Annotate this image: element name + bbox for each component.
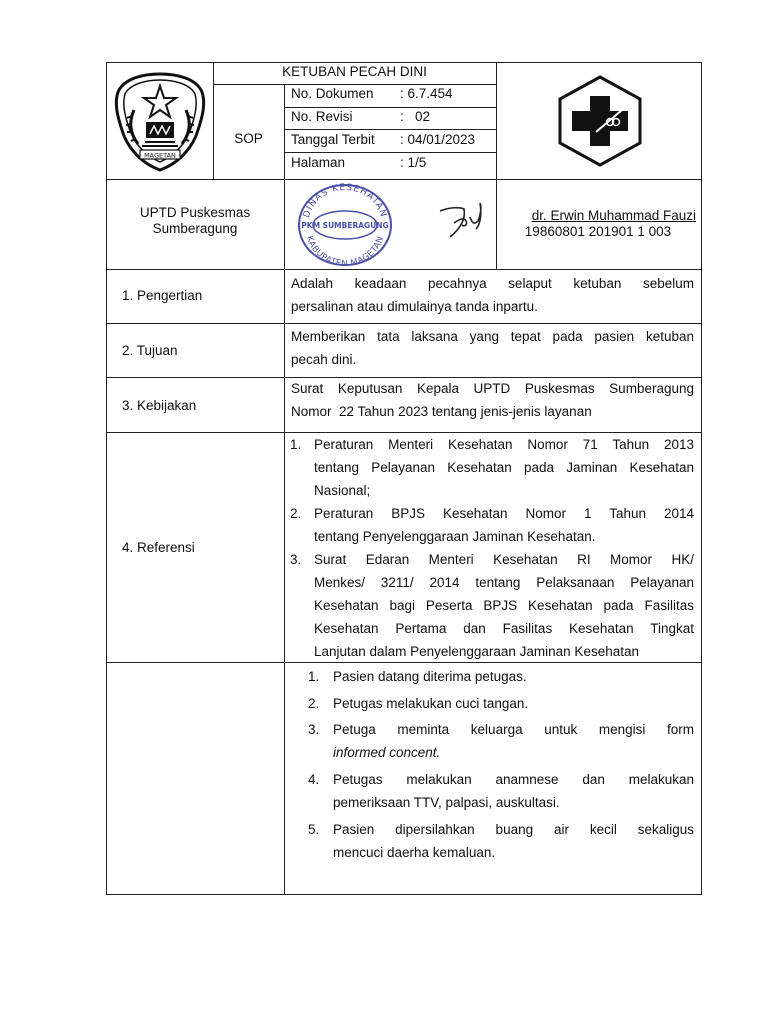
prosedur-item-number: 3. <box>308 722 320 737</box>
svg-text:DINAS KESEHATAN <box>302 183 388 219</box>
referensi-item-line: Nasional; <box>314 483 371 498</box>
pengertian-line-2: persalinan atau dimulainya tanda inpartu. <box>291 299 538 314</box>
signer-nip: 19860801 201901 1 003 <box>524 224 672 239</box>
revision-label: No. Revisi <box>291 109 353 124</box>
svg-text:KABUPATEN MAGETAN <box>304 235 386 268</box>
prosedur-item-line: Petugas melakukan cuci tangan. <box>333 696 529 711</box>
prosedur-item <box>308 665 694 688</box>
referensi-item-number: 2. <box>290 506 302 521</box>
referensi-item-line: Kesehatan Pertama dan Fasilitas Kesehatan Tingkat <box>314 621 694 636</box>
prosedur-item-number: 1. <box>308 669 320 684</box>
health-logo-icon <box>556 74 644 168</box>
signer-name: dr. Erwin Muhammad Fauzi <box>531 208 696 223</box>
stamp-center-text: PKM SUMBERAGUNG <box>301 221 389 230</box>
prosedur-item <box>308 718 694 764</box>
kebijakan-line-2: Nomor 22 Tahun 2023 tentang jenis-jenis layanan <box>291 404 592 419</box>
referensi-item-number: 3. <box>290 552 302 567</box>
prosedur-item-line: Petuga meminta keluarga untuk mengisi form <box>333 722 694 737</box>
handwritten-signature <box>420 195 500 245</box>
prosedur-item-line: Pasien datang diterima petugas. <box>333 669 527 684</box>
prosedur-item-line: Pasien dipersilahkan buang air kecil sekaligus <box>333 822 694 837</box>
pengertian-line-1: Adalah keadaan pecahnya selaput ketuban sebelum <box>291 276 694 291</box>
institution-line-1: UPTD Puskesmas <box>139 205 251 220</box>
prosedur-item-line: mencuci daerha kemaluan. <box>333 845 496 860</box>
institution-name <box>106 205 284 237</box>
referensi-item-line: Menkes/ 3211/ 2014 tentang Pelaksanaan Pelayanan <box>314 575 694 590</box>
tujuan-line-1: Memberikan tata laksana yang tepat pada pasien ketuban <box>291 329 694 344</box>
doc-number-value: : 6.7.454 <box>400 86 453 101</box>
official-stamp <box>296 182 394 268</box>
left-logo <box>112 70 208 174</box>
referensi-item-line: Peraturan BPJS Kesehatan Nomor 1 Tahun 2014 <box>314 506 694 521</box>
prosedur-item <box>308 768 694 814</box>
page-value: : 1/5 <box>400 155 427 170</box>
referensi-item-line: tentang Pelayanan Kesehatan pada Jaminan Kesehatan <box>314 460 694 475</box>
referensi-item <box>290 548 694 663</box>
tujuan-line-2: pecah dini. <box>291 352 357 367</box>
referensi-item <box>290 433 694 502</box>
referensi-item-line: Peraturan Menteri Kesehatan Nomor 71 Tahun 2013 <box>314 437 694 452</box>
issue-date-value: : 04/01/2023 <box>400 132 476 147</box>
kebijakan-text <box>291 377 694 423</box>
prosedur-item-number: 5. <box>308 822 320 837</box>
referensi-item-line: tentang Penyelenggaraan Jaminan Kesehatan. <box>314 529 596 544</box>
sop-label: SOP <box>234 131 263 146</box>
prosedur-item <box>308 818 694 864</box>
pengertian-text <box>291 272 694 318</box>
document-title: KETUBAN PECAH DINI <box>282 64 427 79</box>
kebijakan-line-1: Surat Keputusan Kepala UPTD Puskesmas Sumberagung <box>291 381 694 396</box>
referensi-label: 4. Referensi <box>122 540 195 555</box>
prosedur-item-line: informed concent. <box>333 745 441 760</box>
pengertian-label: 1. Pengertian <box>122 288 203 303</box>
issue-date-label: Tanggal Terbit <box>291 132 375 147</box>
stamp-bottom-text: KABUPATEN MAGETAN <box>303 234 387 268</box>
revision-value: : 02 <box>400 109 431 124</box>
referensi-item <box>290 502 694 548</box>
prosedur-item <box>308 692 694 715</box>
referensi-item-line: Lanjutan dalam Penyelenggaraan Jaminan Kesehatan <box>314 644 639 659</box>
tujuan-text <box>291 325 694 371</box>
left-logo-text: MAGETAN <box>144 151 176 160</box>
prosedur-item-line: pemeriksaan TTV, palpasi, auskultasi. <box>333 795 560 810</box>
kebijakan-label: 3. Kebijakan <box>122 398 197 413</box>
referensi-item-number: 1. <box>290 437 302 452</box>
prosedur-item-number: 4. <box>308 772 320 787</box>
prosedur-item-line: Petugas melakukan anamnese dan melakukan <box>333 772 694 787</box>
referensi-item-line: Kesehatan bagi Peserta BPJS Kesehatan pada Fasilitas <box>314 598 694 613</box>
page-label: Halaman <box>291 155 346 170</box>
institution-line-2: Sumberagung <box>152 221 238 236</box>
stamp-top-text: DINAS KESEHATAN <box>301 182 389 220</box>
doc-number-label: No. Dokumen <box>291 86 374 101</box>
prosedur-item-number: 2. <box>308 696 320 711</box>
referensi-item-line: Surat Edaran Menteri Kesehatan RI Momor HK/ <box>314 552 694 567</box>
tujuan-label: 2. Tujuan <box>122 343 178 358</box>
